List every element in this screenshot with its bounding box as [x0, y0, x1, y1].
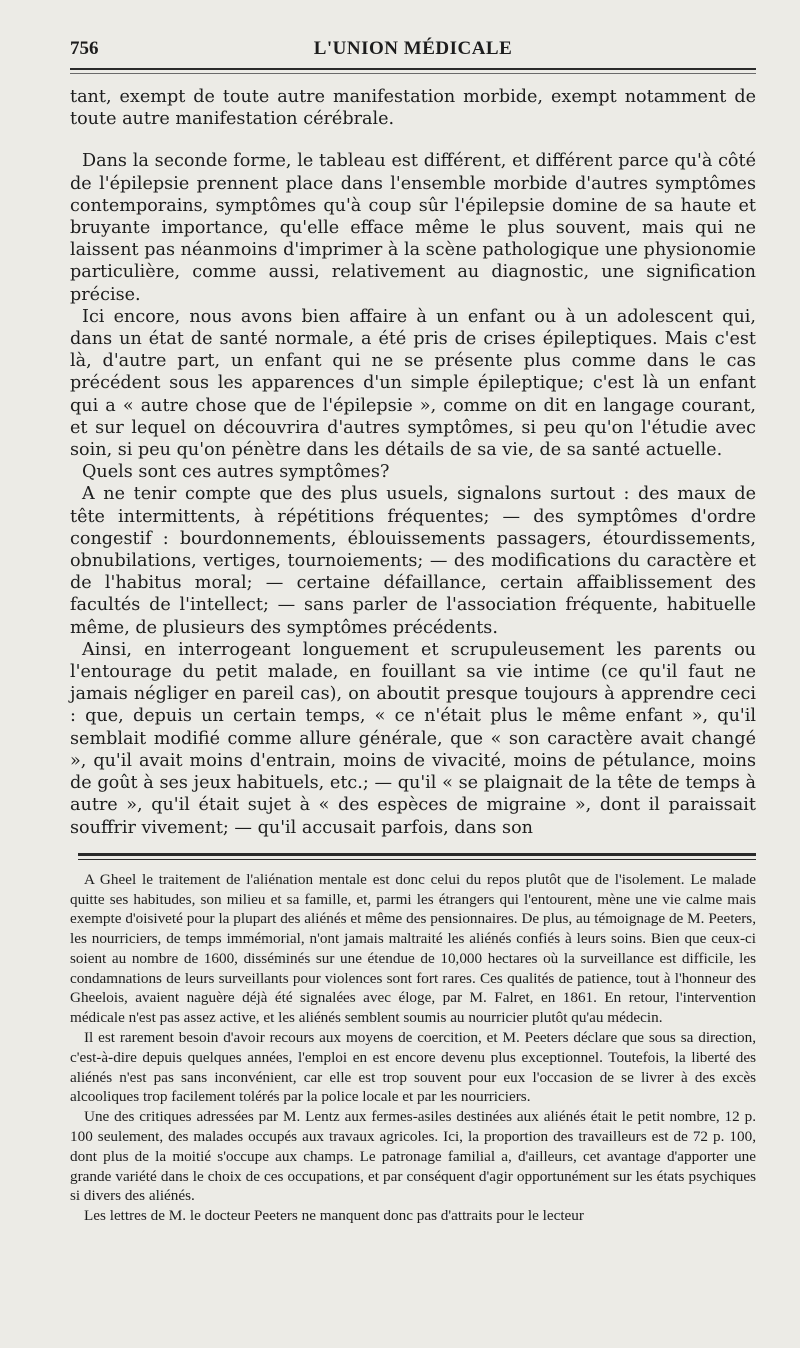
- footnote-paragraph: Une des critiques adressées par M. Lentz aux fermes-asiles destinées aux aliénés était le petit nombre, 12 p. 100 seulement, des malades occupés aux travaux agricoles. Ici, la proportion des travailleurs est de 72 p. 100, dont plus de la moitié s'occupe aux champs. Le patronage familial a, d'ailleurs, cet avantage d'apporter une grande variété dans le choix de ces occupations, et par conséquent d'agir opportunément sur les états psychiques si divers des aliénés.: [70, 1108, 756, 1205]
- paragraph: Ici encore, nous avons bien affaire à un enfant ou à un adolescent qui, dans un état de santé normale, a été pris de crises épileptiques. Mais c'est là, d'autre part, un enfant qui ne se présente plus comme dans le cas précédent sous les apparences d'un simple épileptique; c'est là un enfant qui a « autre chose que de l'épilepsie », comme on dit en langage courant, et sur lequel on découvrira d'autres symptômes, si peu qu'on l'étudie avec soin, si peu qu'on pénètre dans les détails de sa vie, de sa santé actuelle.: [70, 306, 756, 461]
- footnote-paragraph: Les lettres de M. le docteur Peeters ne manquent donc pas d'attraits pour le lecteur: [84, 1207, 584, 1225]
- paragraph: Quels sont ces autres symptômes?: [82, 462, 390, 483]
- running-title: L'UNION MÉDICALE: [313, 38, 513, 59]
- page-header: [70, 38, 756, 70]
- header-rule: [70, 73, 756, 74]
- paragraph: Ainsi, en interrogeant longuement et scrupuleusement les parents ou l'entourage du petit malade, en fouillant sa vie intime (ce qu'il faut ne jamais négliger en pareil cas), on aboutit presque toujours à apprendre ceci : que, depuis un certain temps, « ce n'était plus le même enfant », qu'il semblait modifié comme allure générale, que « son caractère avait changé », qu'il avait moins d'entrain, moins de vivacité, moins de pétulance, moins de goût à ses jeux habituels, etc.; — qu'il « se plaignait de la tête de temps à autre », qu'il était sujet à « des espèces de migraine », dont il paraissait souffrir vivement; — qu'il accusait parfois, dans son: [70, 639, 756, 838]
- page-number: 756: [70, 38, 99, 59]
- main-text: [70, 86, 756, 839]
- paragraph: tant, exempt de toute autre manifestation morbide, exempt notamment de toute autre manifestation cérébrale.: [70, 87, 756, 130]
- footnote-rule: [78, 853, 756, 860]
- paragraph: Dans la seconde forme, le tableau est différent, et différent parce qu'à côté de l'épilepsie prennent place dans l'ensemble morbide d'autres symptômes contemporains, symptômes qu'à coup sûr l'épilepsie domine de sa haute et bruyante importance, qu'elle efface même le plus souvent, mais qui ne laissent pas néanmoins d'imprimer à la scène pathologique une physionomie particulière, comme aussi, relativement au diagnostic, une signification précise.: [70, 151, 756, 305]
- paragraph: A ne tenir compte que des plus usuels, signalons surtout : des maux de tête intermittents, à répétitions fréquentes; — des symptômes d'ordre congestif : bourdonnements, éblouissements passagers, étourdissements, obnubilations, vertiges, tournoiements; — des modifications du caractère et de l'habitus moral; — certaine défaillance, certain affaiblissement des facultés de l'intellect; — sans parler de l'association fréquente, habituelle même, de plusieurs des symptômes précédents.: [70, 484, 756, 638]
- footnotes: [70, 870, 756, 1226]
- footnote-paragraph: A Gheel le traitement de l'aliénation mentale est donc celui du repos plutôt que de l'isolement. Le malade quitte ses habitudes, son milieu et sa famille, et, parmi les étrangers qui l'entourent, mène une vie calme mais exempte d'oisiveté pour la plupart des aliénés et même des pensionnaires. De plus, au témoignage de M. Peeters, les nourriciers, de temps immémorial, n'ont jamais maltraité les aliénés confiés à leurs soins. Bien que ceux-ci soient au nombre de 1600, disséminés sur une étendue de 10,000 hectares où la surveillance est difficile, les condamnations de leurs surveillants pour violences sont fort rares. Ces qualités de patience, tout à l'honneur des Gheelois, avaient naguère déjà été signalées avec éloge, par M. Falret, en 1861. En retour, l'intervention médicale n'est pas assez active, et les aliénés semblent soumis au nourricier plutôt qu'au médecin.: [70, 870, 756, 1027]
- footnote-paragraph: Il est rarement besoin d'avoir recours aux moyens de coercition, et M. Peeters déclare que sous sa direction, c'est-à-dire depuis quelques années, l'emploi en est encore devenu plus exceptionnel. Toutefois, la liberté des aliénés n'est pas sans inconvénient, car elle est trop souvent pour eux l'occasion de se livrer à des excès alcooliques trop facilement tolérés par la police locale et par les nourriciers.: [70, 1029, 756, 1106]
